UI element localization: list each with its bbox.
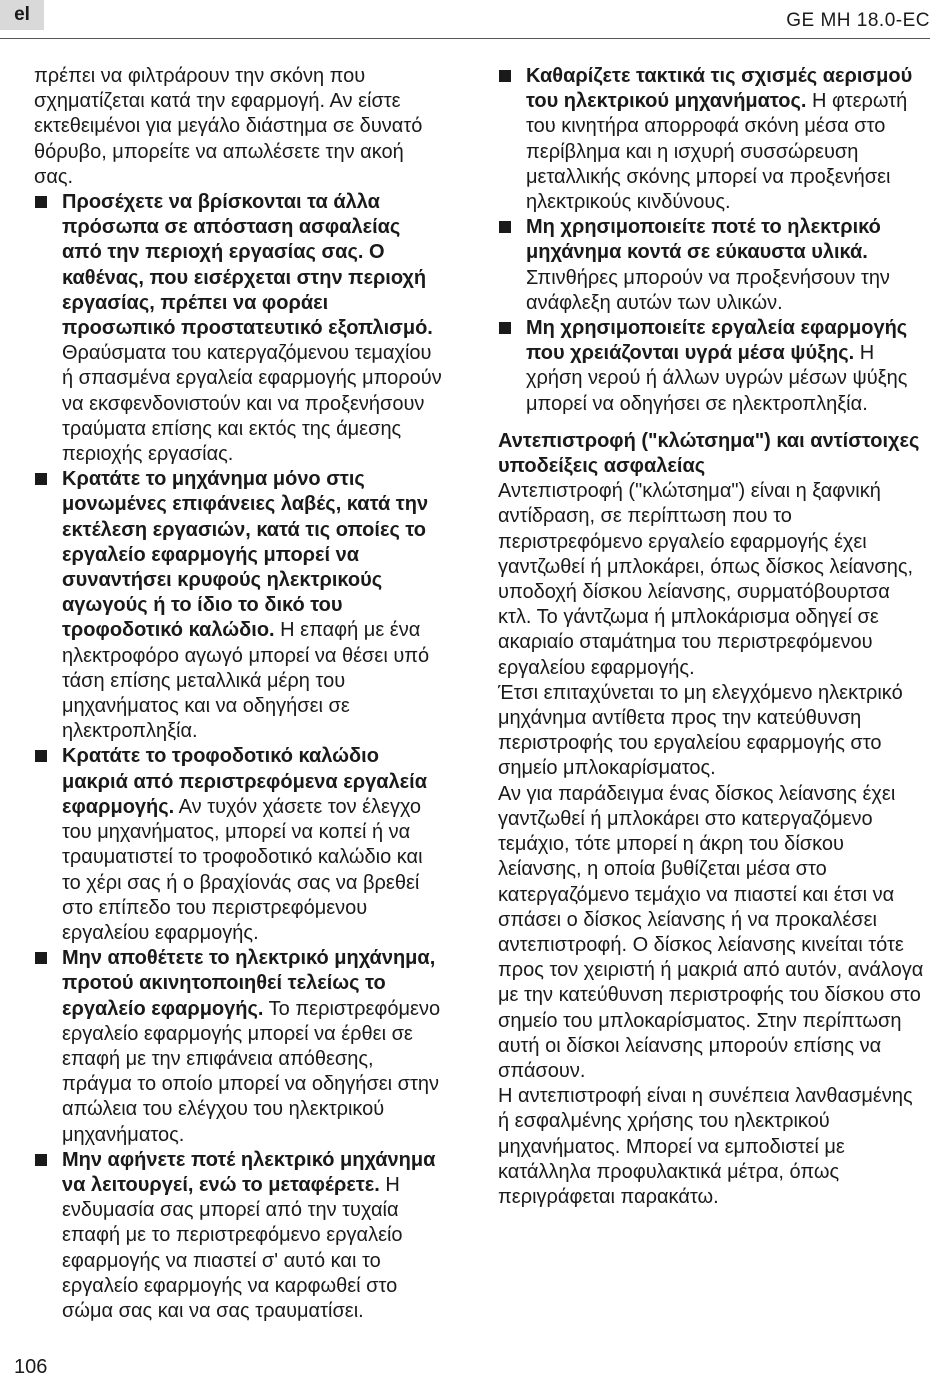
bullet-body: Σπινθήρες μπορούν να προξενήσουν την ανάφλεξη αυτών των υλικών. xyxy=(526,266,890,314)
left-column xyxy=(34,64,444,1324)
body-paragraph: Αντεπιστροφή ("κλώτσημα") είναι η ξαφνική αντίδραση, σε περίπτωση που το περιστρεφόμενο εργαλείο εφαρμογής έχει γαντζωθεί ή μπλοκάρει, όπως δίσκος λείανσης, υποδοχή δίσκου λείανσης, συρματόβουρτσα κτλ. Το γάντζωμα ή μπλοκάρισμα οδηγεί σε ακαριαίο σταμάτημα του περιστρεφόμενου εργαλείου εφαρμογής. xyxy=(498,480,914,679)
bullet-square-icon xyxy=(35,952,47,964)
bullet-lead: Μην αποθέτετε το ηλεκτρικό μηχάνημα, προτού ακινητοποιηθεί τελείως το εργαλείο εφαρμογής. xyxy=(62,947,436,1020)
bullet-square-icon xyxy=(35,473,47,485)
bullet-lead: Καθαρίζετε τακτικά τις σχισμές αερισμού του ηλεκτρικού μηχανήματος. xyxy=(526,65,913,113)
safety-bullet xyxy=(34,1148,444,1324)
section-heading: Αντεπιστροφή ("κλώτσημα") και αντίστοιχες υποδείξεις ασφαλείας xyxy=(498,429,920,478)
safety-bullet xyxy=(34,190,444,467)
bullet-square-icon xyxy=(499,221,511,233)
safety-bullet xyxy=(498,64,928,215)
bullet-body: Το περιστρεφόμενο εργαλείο εφαρμογής μπορεί να έρθει σε επαφή με την επιφάνεια απόθεσης, πράγμα το οποίο μπορεί να οδηγήσει στην απώλεια του ελέγχου του ηλεκτρικού μηχανήματος. xyxy=(62,997,441,1146)
bullet-body: Αν τυχόν χάσετε τον έλεγχο του μηχανήματος, μπορεί να κοπεί ή να τραυματιστεί το τροφοδοτικό καλώδιο και το χέρι σας ή ο βραχίονάς σας να βρεθεί στο επίπεδο του περιστρεφόμενου εργαλείου εφαρμογής. xyxy=(62,795,423,944)
safety-bullet xyxy=(34,744,444,946)
bullet-body: Η φτερωτή του κινητήρα απορροφά σκόνη μέσα στο περίβλημα και η ισχυρή συσσώρευση μεταλλικής σκόνης μπορεί να προξενήσει ηλεκτρικούς κινδύνους. xyxy=(526,90,908,214)
body-paragraph: Η αντεπιστροφή είναι η συνέπεια λανθασμένης ή εσφαλμένης χρήσης του ηλεκτρικού μηχανήματος. Μπορεί να εμποδιστεί με κατάλληλα προφυλακτικά μέτρα, όπως περιγράφεται παρακάτω. xyxy=(498,1085,913,1208)
bullet-body: Η χρήση νερού ή άλλων υγρών μέσων ψύξης μπορεί να οδηγήσει σε ηλεκτροπληξία. xyxy=(526,342,908,415)
bullet-lead: Μη χρησιμοποιείτε ποτέ το ηλεκτρικό μηχάνημα κοντά σε εύκαυστα υλικά. xyxy=(526,216,881,264)
bullet-lead: Προσέχετε να βρίσκονται τα άλλα πρόσωπα σε απόσταση ασφαλείας από την περιοχή εργασίας σας. Ο καθένας, που εισέρχεται στην περιοχή εργασίας, πρέπει να φοράει προσωπικό προστατευτικό εξοπλισμό. xyxy=(62,191,433,340)
safety-bullet xyxy=(34,467,444,744)
bullet-square-icon xyxy=(35,1154,47,1166)
bullet-lead: Κρατάτε το μηχάνημα μόνο στις μονωμένες επιφάνειες λαβές, κατά την εκτέλεση εργασιών, κατά τις οποίες το εργαλείο εφαρμογής μπορεί να συναντήσει κρυφούς ηλεκτρικούς αγωγούς ή το ίδιο το δικό του τροφοδοτικό καλώδιο. xyxy=(62,468,429,642)
bullet-lead: Μη χρησιμοποιείτε εργαλεία εφαρμογής που χρειάζονται υγρά μέσα ψύξης. xyxy=(526,317,908,365)
safety-bullet xyxy=(34,946,444,1148)
safety-bullet xyxy=(498,316,928,417)
bullet-body: Η ενδυμασία σας μπορεί από την τυχαία επαφή με το περιστρεφόμενο εργαλείο εφαρμογής να πιαστεί σ' αυτό και το εργαλείο εφαρμογής να καρφωθεί στο σώμα σας και να σας τραυματίσει. xyxy=(62,1173,403,1322)
intro-paragraph: πρέπει να φιλτράρουν την σκόνη που σχηματίζεται κατά την εφαρμογή. Αν είστε εκτεθειμένοι για μεγάλο διάστημα σε δυνατό θόρυβο, μπορείτε να απωλέσετε την ακοή σας. xyxy=(34,65,423,188)
bullet-lead: Κρατάτε το τροφοδοτικό καλώδιο μακριά από περιστρεφόμενα εργαλεία εφαρμογής. xyxy=(62,745,428,818)
language-tab: el xyxy=(0,0,44,30)
header-divider xyxy=(0,38,930,39)
right-column xyxy=(498,64,928,1210)
bullet-body: Η επαφή με ένα ηλεκτροφόρο αγωγό μπορεί να θέσει υπό τάση επίσης μεταλλικά μέρη του μηχανήματος και να οδηγήσει σε ηλεκτροπληξία. xyxy=(62,619,430,743)
bullet-square-icon xyxy=(499,70,511,82)
bullet-lead: Μην αφήνετε ποτέ ηλεκτρικό μηχάνημα να λειτουργεί, ενώ το μεταφέρετε. xyxy=(62,1148,436,1196)
body-paragraph: Έτσι επιταχύνεται το μη ελεγχόμενο ηλεκτρικό μηχάνημα αντίθετα προς την κατεύθυνση περιστροφής του εργαλείου εφαρμογής στο σημείο μπλοκαρίσματος. xyxy=(498,681,903,780)
bullet-square-icon xyxy=(35,750,47,762)
document-code: GE MH 18.0-EC xyxy=(786,10,930,31)
bullet-square-icon xyxy=(35,196,47,208)
bullet-square-icon xyxy=(499,322,511,334)
body-paragraph: Αν για παράδειγμα ένας δίσκος λείανσης έχει γαντζωθεί ή μπλοκάρει στο κατεργαζόμενο τεμάχιο, τότε μπορεί η άκρη του δίσκου λείανσης, η οποία βυθίζεται μέσα στο κατεργαζόμενο τεμάχιο να πιαστεί και έτσι να σπάσει ο δίσκος λείανσης ή να προκαλέσει αντεπιστροφή. Ο δίσκος λείανσης κινείται τότε προς τον χειριστή ή μακριά από αυτόν, ανάλογα με την κατεύθυνση περιστροφής του δίσκου στο σημείο του μπλοκαρίσματος. Στην περίπτωση αυτή οι δίσκοι λείανσης μπορούν επίσης να σπάσουν. xyxy=(498,782,924,1082)
safety-bullet xyxy=(498,215,928,316)
page-number: 106 xyxy=(14,1356,48,1378)
bullet-body: Θραύσματα του κατεργαζόμενου τεμαχίου ή σπασμένα εργαλεία εφαρμογής μπορούν να εκσφενδονιστούν και να προξενήσουν τραύματα επίσης και εκτός της άμεσης περιοχής εργασίας. xyxy=(62,342,442,466)
